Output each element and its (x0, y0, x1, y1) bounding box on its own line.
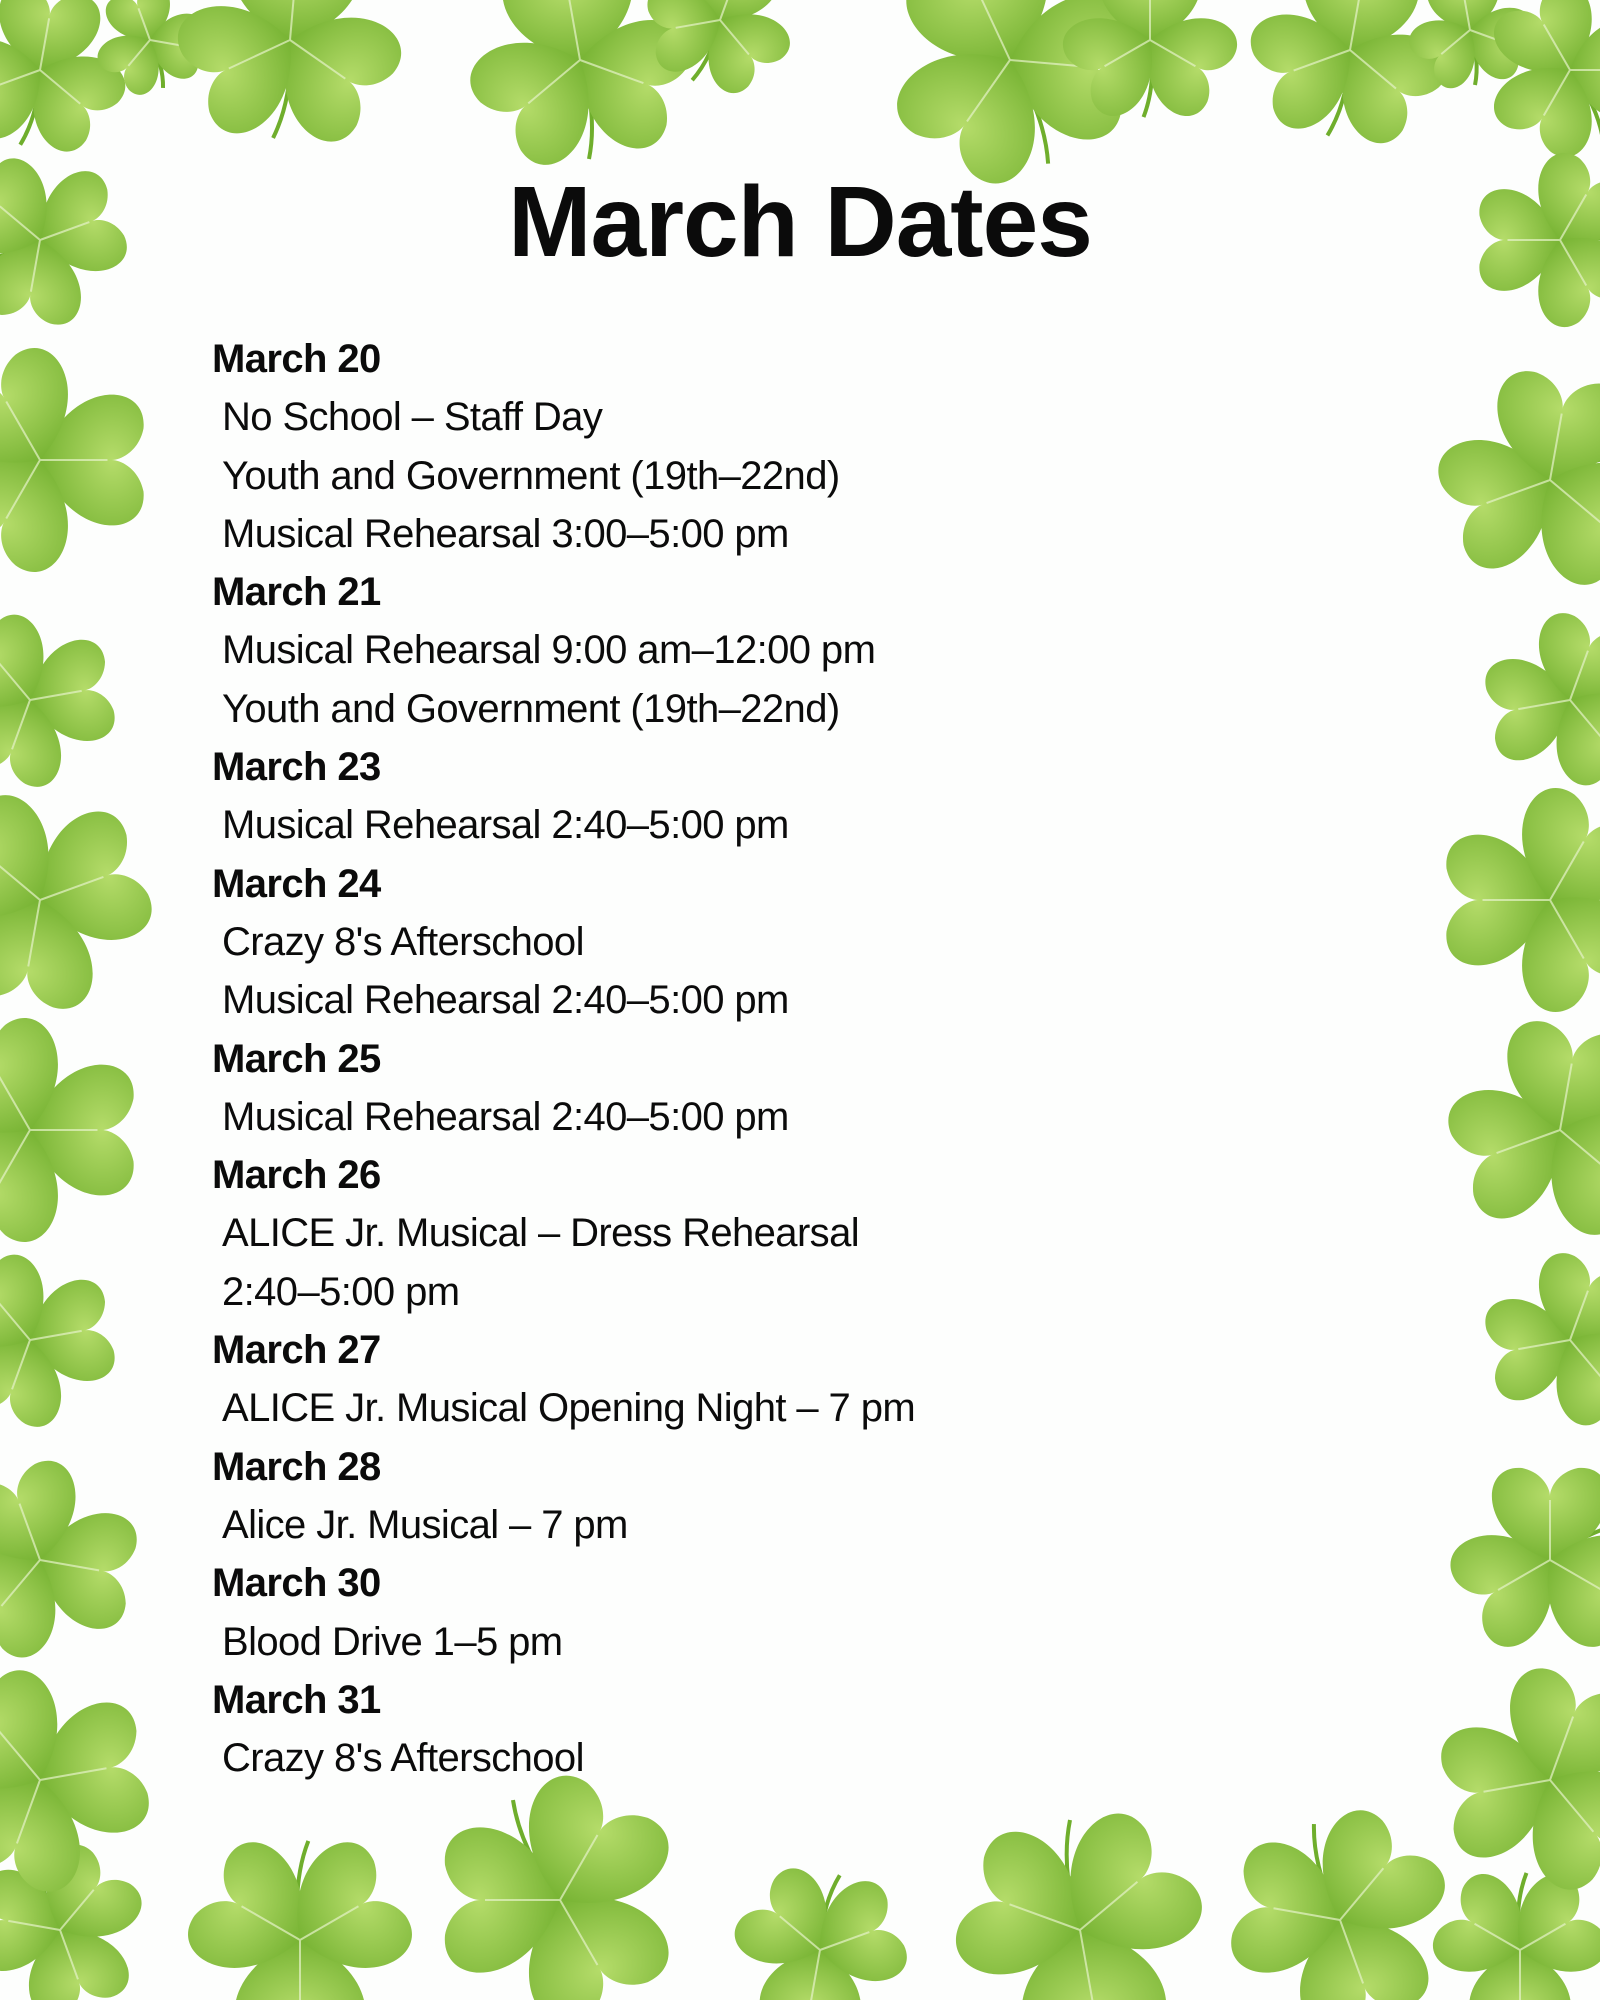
shamrock-icon (947, 1800, 1215, 2000)
shamrock-icon (702, 1833, 940, 2000)
event-item: Youth and Government (19th–22nd) (222, 453, 840, 498)
page-title: March Dates (508, 166, 1092, 278)
shamrock-icon (0, 1246, 118, 1434)
event-item: Musical Rehearsal 2:40–5:00 pm (222, 978, 789, 1023)
shamrock-icon (1417, 342, 1600, 620)
event-date: March 23 (212, 745, 381, 790)
event-date: March 24 (212, 861, 381, 906)
event-item: Musical Rehearsal 3:00–5:00 pm (222, 511, 789, 556)
shamrock-icon (1482, 607, 1600, 795)
event-item: Musical Rehearsal 2:40–5:00 pm (222, 1094, 789, 1139)
event-item: Crazy 8's Afterschool (222, 1736, 584, 1781)
event-item: No School – Staff Day (222, 395, 603, 440)
shamrock-icon (1482, 1247, 1600, 1435)
event-date: March 20 (212, 337, 381, 381)
event-date: March 30 (212, 1561, 381, 1606)
shamrock-icon (0, 761, 173, 1039)
shamrock-icon (0, 320, 173, 598)
event-item: Musical Rehearsal 2:40–5:00 pm (222, 803, 789, 848)
event-item: ALICE Jr. Musical – Dress Rehearsal (222, 1211, 860, 1256)
event-item: ALICE Jr. Musical Opening Night – 7 pm (222, 1386, 916, 1431)
event-item: 2:40–5:00 pm (222, 1269, 460, 1314)
shamrock-icon (0, 606, 118, 794)
shamrock-icon (0, 990, 163, 1268)
event-item: Blood Drive 1–5 pm (222, 1619, 563, 1664)
shamrock-icon (0, 1659, 153, 1900)
event-date: March 27 (212, 1328, 381, 1373)
shamrock-icon (162, 1804, 440, 2000)
event-date: March 31 (212, 1677, 381, 1722)
shamrock-icon (1202, 1784, 1480, 2000)
shamrock-icon (1427, 992, 1600, 1270)
shamrock-icon (142, 0, 435, 184)
event-date: March 26 (212, 1153, 381, 1198)
event-item: Musical Rehearsal 9:00 am–12:00 pm (222, 628, 876, 673)
event-date: March 28 (212, 1444, 381, 1489)
event-list (212, 330, 915, 1787)
event-item: Youth and Government (19th–22nd) (222, 686, 840, 731)
shamrock-icon (0, 1423, 172, 1695)
event-date: March 21 (212, 570, 381, 615)
event-date: March 25 (212, 1036, 381, 1081)
shamrock-icon (1437, 1660, 1600, 1901)
shamrock-icon (1417, 762, 1600, 1040)
event-item: Crazy 8's Afterschool (222, 919, 584, 964)
event-item: Alice Jr. Musical – 7 pm (222, 1502, 628, 1547)
shamrock-icon (1419, 1424, 1600, 1696)
